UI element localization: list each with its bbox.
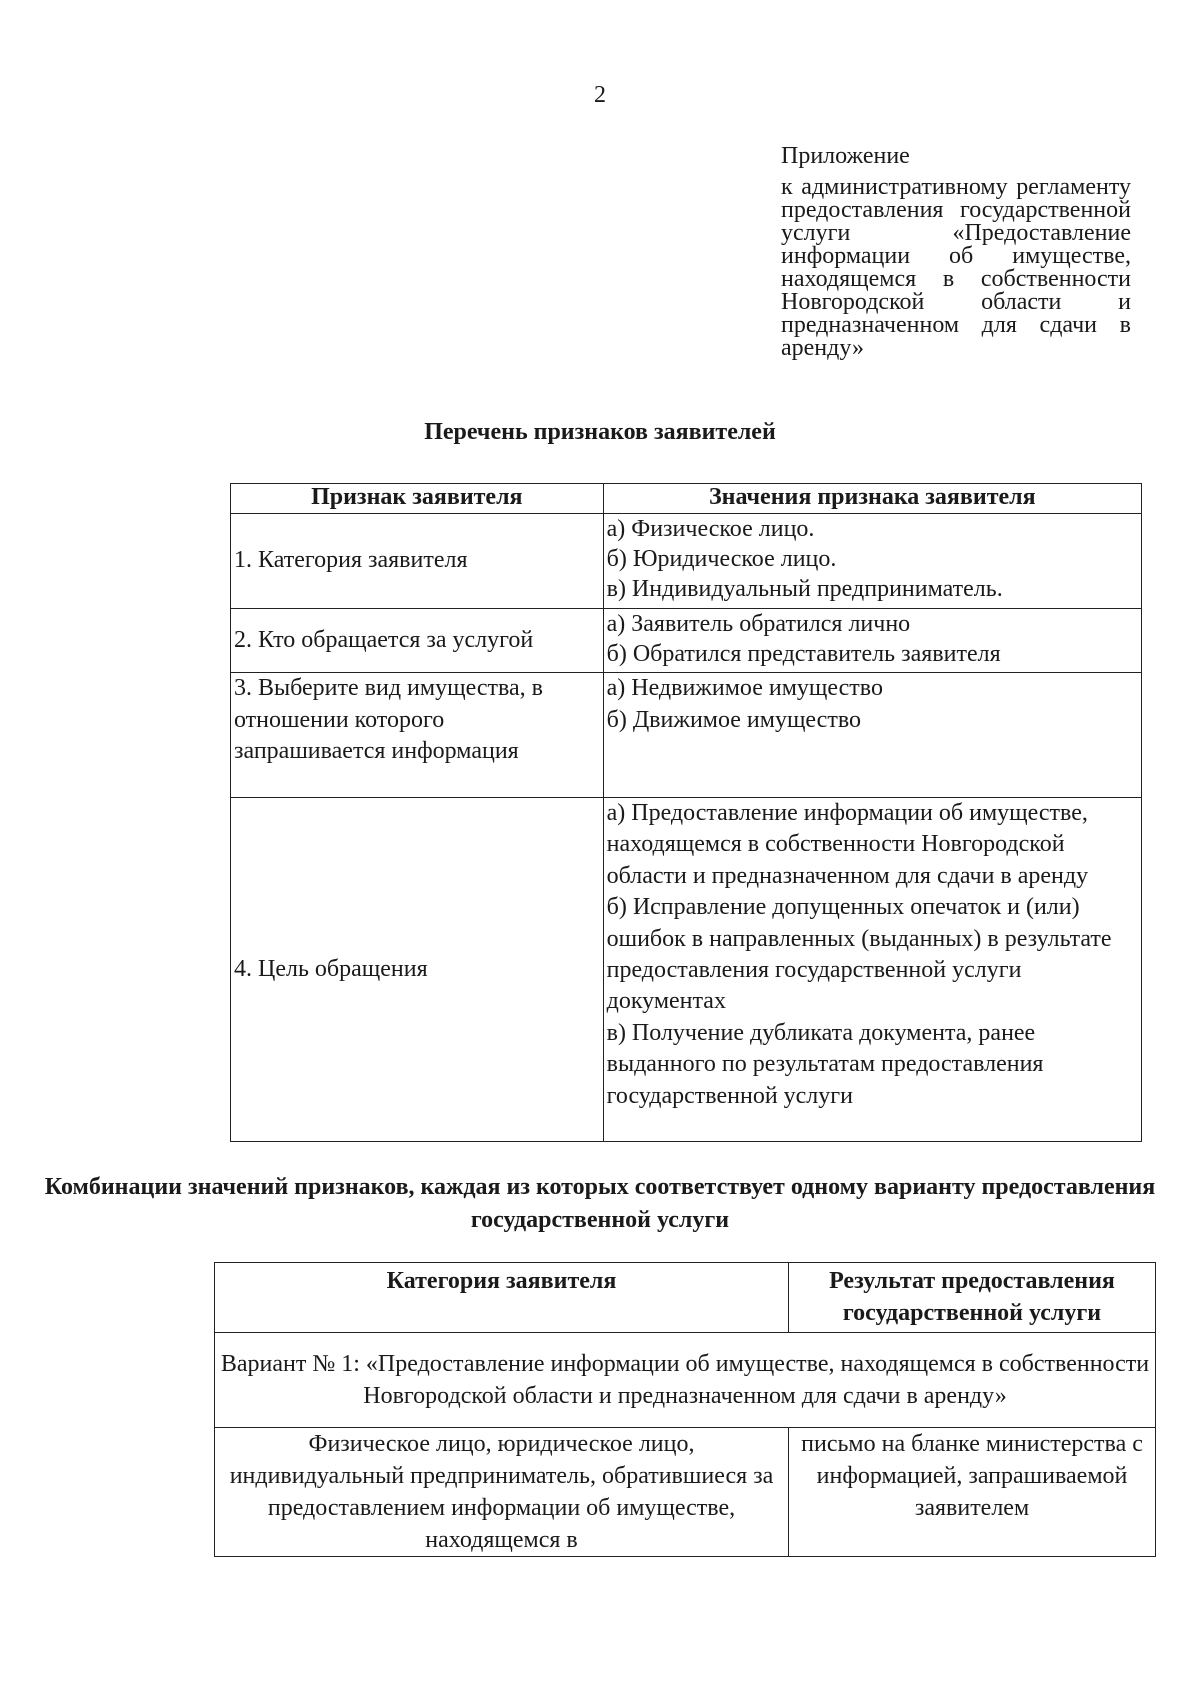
appendix-text: к административному регламенту предоставления государственной услуги «Предоставление информации об имуществе, находящемся в собственности Новгородской области и предназначенном для сдачи в аренду»: [781, 174, 1131, 361]
attribute-cell: 4. Цель обращения: [231, 798, 604, 1142]
attribute-cell: 2. Кто обращается за услугой: [231, 609, 604, 673]
attribute-cell: 1. Категория заявителя: [231, 514, 604, 609]
appendix-heading: Приложение: [781, 143, 910, 169]
value-item: а) Недвижимое имущество: [606, 675, 883, 701]
category-cell: Физическое лицо, юридическое лицо, индивидуальный предприниматель, обратившиеся за предоставлением информации об имуществе, находящемся в: [215, 1428, 789, 1557]
value-item: а) Заявитель обратился лично: [606, 611, 911, 637]
result-cell: письмо на бланке министерства с информацией, запрашиваемой заявителем: [789, 1428, 1156, 1557]
value-item: в) Индивидуальный предприниматель.: [606, 576, 1003, 602]
column-header: Категория заявителя: [215, 1263, 789, 1333]
combinations-title: Комбинации значений признаков, каждая из которых соответствует одному варианту предоставления государственной услуги: [44, 1174, 1156, 1233]
applicant-attributes-table: [230, 483, 1142, 1142]
value-item: б) Движимое имущество: [606, 706, 861, 733]
table-row: [215, 1428, 1156, 1557]
value-item: б) Обратился представитель заявителя: [606, 641, 1001, 667]
values-cell: [603, 514, 1141, 609]
table-row: [215, 1333, 1156, 1428]
values-cell: [603, 798, 1141, 1142]
table-header-row: [215, 1263, 1156, 1333]
variant-cell: Вариант № 1: «Предоставление информации об имуществе, находящемся в собственности Новгородской области и предназначенном для сдачи в аренду»: [215, 1333, 1156, 1428]
combinations-table: [214, 1262, 1156, 1557]
value-item: б) Юридическое лицо.: [606, 546, 837, 572]
values-cell: [603, 673, 1141, 798]
table-row: [231, 673, 1142, 798]
value-item: а) Физическое лицо.: [606, 516, 815, 542]
value-item: б) Исправление допущенных опечаток и (или) ошибок в направленных (выданных) в результате предоставления государственной услуги документах: [606, 894, 1112, 1015]
table-row: [231, 514, 1142, 609]
column-header: Результат предоставления государственной услуги: [789, 1263, 1156, 1333]
values-cell: [603, 609, 1141, 673]
value-item: в) Получение дубликата документа, ранее выданного по результатам предоставления государственной услуги: [606, 1019, 1044, 1109]
applicant-attributes-title: Перечень признаков заявителей: [424, 419, 776, 445]
table-header-row: [231, 484, 1142, 514]
table-row: [231, 798, 1142, 1142]
appendix-block: [781, 145, 1131, 360]
table-row: [231, 609, 1142, 673]
column-header: Признак заявителя: [231, 484, 604, 514]
attribute-cell: 3. Выберите вид имущества, в отношении которого запрашивается информация: [231, 673, 604, 798]
column-header: Значения признака заявителя: [603, 484, 1141, 514]
page-number: 2: [594, 82, 606, 108]
value-item: а) Предоставление информации об имуществе, находящемся в собственности Новгородской области и предназначенном для сдачи в аренду: [606, 800, 1089, 889]
